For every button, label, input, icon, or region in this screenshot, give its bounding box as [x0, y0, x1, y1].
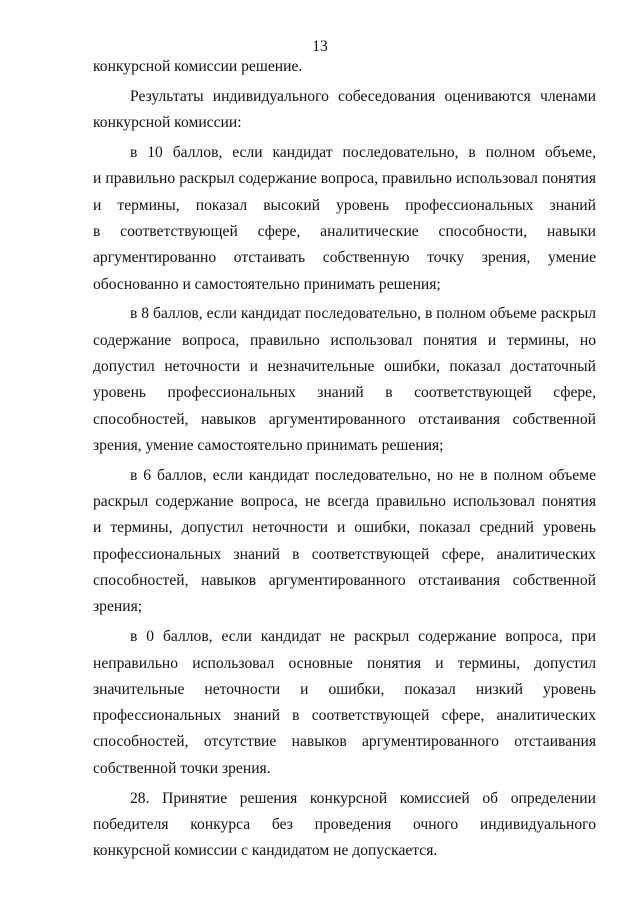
text-line: в 6 баллов, если кандидат последовательно, но не в полном объеме: [130, 466, 596, 484]
text-line: и правильно раскрыл содержание вопроса, правильно использовал понятия: [93, 170, 596, 188]
text-line: Результаты индивидуального собеседования оцениваются членами: [130, 87, 596, 105]
paragraph-score-0: [93, 624, 596, 782]
text-line: способностей, навыков аргументированного отстаивания собственной: [93, 410, 596, 428]
document-body: [93, 54, 596, 864]
paragraph-score-10: [93, 140, 596, 298]
text-line: в 8 баллов, если кандидат последовательно, в полном объеме раскрыл: [130, 305, 596, 323]
text-line: зрения;: [93, 598, 143, 616]
text-line: в 10 баллов, если кандидат последовательно, в полном объеме,: [130, 144, 596, 162]
text-line: зрения, умение самостоятельно принимать решения;: [93, 436, 444, 454]
text-line: аргументированно отстаивать собственную точку зрения, умение: [93, 249, 596, 267]
text-line: в соответствующей сфере, аналитические способности, навыки: [93, 222, 596, 240]
paragraph-intro: [93, 84, 596, 137]
text-line: конкурсной комиссии с кандидатом не допускается.: [93, 842, 438, 860]
text-line: раскрыл содержание вопроса, не всегда правильно использовал понятия: [93, 493, 596, 511]
text-line: конкурсной комиссии решение.: [93, 58, 303, 75]
text-line: 28. Принятие решения конкурсной комиссией об определении: [130, 789, 596, 807]
text-line: обоснованно и самостоятельно принимать решения;: [93, 275, 441, 293]
text-line: допустил неточности и незначительные ошибки, показал достаточный: [93, 358, 596, 376]
page-number: 13: [312, 38, 328, 55]
text-line: победителя конкурса без проведения очного индивидуального: [93, 815, 596, 833]
text-line: неправильно использовал основные понятия и термины, допустил: [93, 654, 596, 672]
paragraph-score-6: [93, 463, 596, 621]
text-line: конкурсной комиссии:: [93, 114, 242, 132]
text-line: уровень профессиональных знаний в соответствующей сфере,: [93, 384, 596, 402]
text-line: и термины, допустил неточности и ошибки, показал средний уровень: [93, 519, 596, 537]
text-line: собственной точки зрения.: [93, 759, 271, 777]
text-line: способностей, отсутствие навыков аргументированного отстаивания: [93, 733, 596, 751]
text-line: значительные неточности и ошибки, показал низкий уровень: [93, 680, 596, 698]
paragraph-continuation: [93, 54, 596, 80]
text-line: в 0 баллов, если кандидат не раскрыл содержание вопроса, при: [130, 628, 596, 646]
paragraph-score-8: [93, 301, 596, 459]
text-line: профессиональных знаний в соответствующей сфере, аналитических: [93, 707, 596, 725]
text-line: способностей, навыков аргументированного отстаивания собственной: [93, 572, 596, 590]
paragraph-item-28: [93, 786, 596, 865]
text-line: и термины, показал высокий уровень профессиональных знаний: [93, 196, 596, 214]
text-line: содержание вопроса, правильно использовал понятия и термины, но: [93, 331, 596, 349]
text-line: профессиональных знаний в соответствующей сфере, аналитических: [93, 545, 596, 563]
